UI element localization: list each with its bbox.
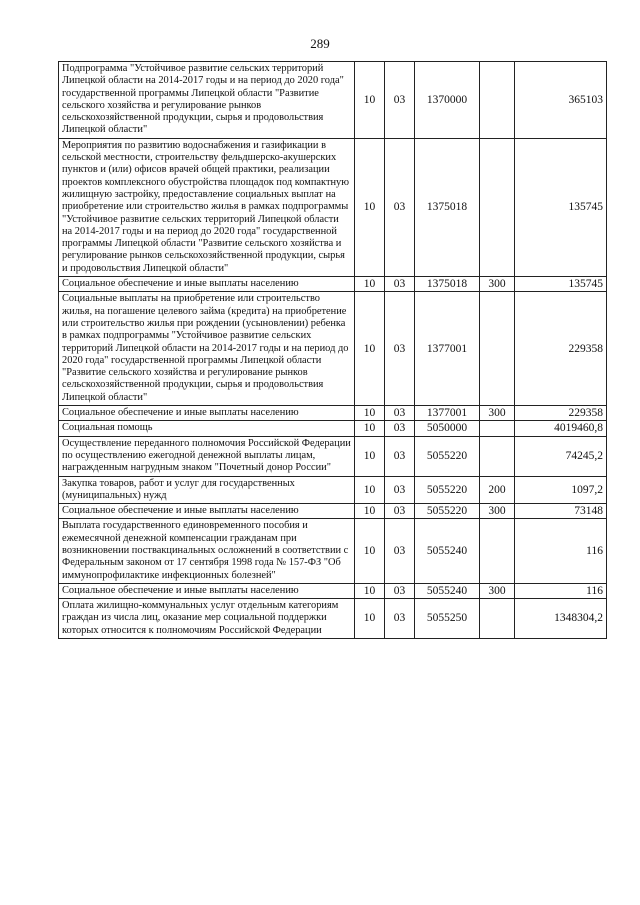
table-row [59, 62, 607, 139]
row-expense-type: 300 [480, 504, 515, 519]
row-description: Мероприятия по развитию водоснабжения и газификации в сельской местности, строительству фельдшерско-акушерских пунктов и (или) офисов врачей общей практики, реализации проектов комплексного обустройства площадок под компактную жилищную застройку, предоставление социальных выплат на приобретение или строительство жилья в рамках подпрограммы "Устойчивое развитие сельских территорий Липецкой области на 2014-2017 годы и на период до 2020 года" государственной программы Липецкой области "Развитие сельского хозяйства и регулирование рынков сельскохозяйственной продукции, сырья и продовольствия Липецкой области" [59, 138, 355, 276]
row-target-article: 5055220 [415, 504, 480, 519]
row-section: 10 [355, 583, 385, 598]
row-expense-type: 300 [480, 277, 515, 292]
row-section: 10 [355, 277, 385, 292]
table-row [59, 599, 607, 639]
row-target-article: 1375018 [415, 277, 480, 292]
row-subsection: 03 [385, 599, 415, 639]
row-description: Осуществление переданного полномочия Российской Федерации по осуществлению ежегодной денежной выплаты лицам, награжденным нагрудным знаком "Почетный донор России" [59, 436, 355, 476]
row-section: 10 [355, 504, 385, 519]
row-target-article: 5055250 [415, 599, 480, 639]
row-section: 10 [355, 138, 385, 276]
row-amount: 4019460,8 [515, 421, 607, 436]
row-target-article: 1377001 [415, 406, 480, 421]
row-description: Оплата жилищно-коммунальных услуг отдельным категориям граждан из числа лиц, оказание мер социальной поддержки которых относится к полномочиям Российской Федерации [59, 599, 355, 639]
table-row [59, 292, 607, 406]
table-row [59, 504, 607, 519]
row-target-article: 5050000 [415, 421, 480, 436]
row-subsection: 03 [385, 406, 415, 421]
row-expense-type [480, 599, 515, 639]
row-expense-type [480, 421, 515, 436]
row-subsection: 03 [385, 583, 415, 598]
row-subsection: 03 [385, 504, 415, 519]
row-section: 10 [355, 599, 385, 639]
budget-table [58, 61, 607, 639]
row-description: Выплата государственного единовременного пособия и ежемесячной денежной компенсации гражданам при возникновении поствакцинальных осложнений в соответствии с Федеральным законом от 17 сентября 1998 года № 157-ФЗ "Об иммунопрофилактике инфекционных болезней" [59, 519, 355, 583]
row-subsection: 03 [385, 421, 415, 436]
row-amount: 229358 [515, 292, 607, 406]
row-subsection: 03 [385, 476, 415, 504]
row-amount: 116 [515, 583, 607, 598]
row-amount: 73148 [515, 504, 607, 519]
row-expense-type: 200 [480, 476, 515, 504]
table-row [59, 421, 607, 436]
row-section: 10 [355, 436, 385, 476]
row-expense-type: 300 [480, 583, 515, 598]
row-amount: 1348304,2 [515, 599, 607, 639]
row-description: Закупка товаров, работ и услуг для государственных (муниципальных) нужд [59, 476, 355, 504]
row-expense-type [480, 292, 515, 406]
row-description: Социальное обеспечение и иные выплаты населению [59, 277, 355, 292]
row-target-article: 5055240 [415, 583, 480, 598]
table-row [59, 436, 607, 476]
page-number: 289 [310, 36, 330, 51]
row-subsection: 03 [385, 519, 415, 583]
row-amount: 135745 [515, 138, 607, 276]
row-amount: 229358 [515, 406, 607, 421]
row-target-article: 5055240 [415, 519, 480, 583]
row-section: 10 [355, 519, 385, 583]
table-row [59, 519, 607, 583]
row-target-article: 5055220 [415, 476, 480, 504]
table-row [59, 138, 607, 276]
row-subsection: 03 [385, 292, 415, 406]
row-description: Социальное обеспечение и иные выплаты населению [59, 504, 355, 519]
row-subsection: 03 [385, 138, 415, 276]
row-amount: 1097,2 [515, 476, 607, 504]
row-subsection: 03 [385, 62, 415, 139]
table-row [59, 406, 607, 421]
row-expense-type: 300 [480, 406, 515, 421]
row-section: 10 [355, 62, 385, 139]
row-section: 10 [355, 476, 385, 504]
row-section: 10 [355, 421, 385, 436]
row-target-article: 5055220 [415, 436, 480, 476]
row-description: Социальное обеспечение и иные выплаты населению [59, 583, 355, 598]
table-row [59, 476, 607, 504]
row-expense-type [480, 62, 515, 139]
row-expense-type [480, 436, 515, 476]
row-target-article: 1377001 [415, 292, 480, 406]
row-description: Подпрограмма "Устойчивое развитие сельских территорий Липецкой области на 2014-2017 годы и на период до 2020 года" государственной программы Липецкой области "Развитие сельского хозяйства и регулирование рынков сельскохозяйственной продукции, сырья и продовольствия Липецкой области" [59, 62, 355, 139]
row-description: Социальное обеспечение и иные выплаты населению [59, 406, 355, 421]
table-row [59, 583, 607, 598]
table-row [59, 277, 607, 292]
row-subsection: 03 [385, 277, 415, 292]
row-subsection: 03 [385, 436, 415, 476]
row-target-article: 1375018 [415, 138, 480, 276]
row-amount: 365103 [515, 62, 607, 139]
row-description: Социальная помощь [59, 421, 355, 436]
row-amount: 116 [515, 519, 607, 583]
row-expense-type [480, 519, 515, 583]
row-amount: 135745 [515, 277, 607, 292]
row-description: Социальные выплаты на приобретение или строительство жилья, на погашение целевого займа (кредита) на приобретение или строительство жилья при рождении (усыновлении) ребенка в рамках подпрограммы "Устойчивое развитие сельских территорий Липецкой области на 2014-2017 годы и на период до 2020 года" государственной программы Липецкой области "Развитие сельского хозяйства и регулирование рынков сельскохозяйственной продукции, сырья и продовольствия Липецкой области" [59, 292, 355, 406]
row-section: 10 [355, 292, 385, 406]
row-section: 10 [355, 406, 385, 421]
row-amount: 74245,2 [515, 436, 607, 476]
row-target-article: 1370000 [415, 62, 480, 139]
row-expense-type [480, 138, 515, 276]
